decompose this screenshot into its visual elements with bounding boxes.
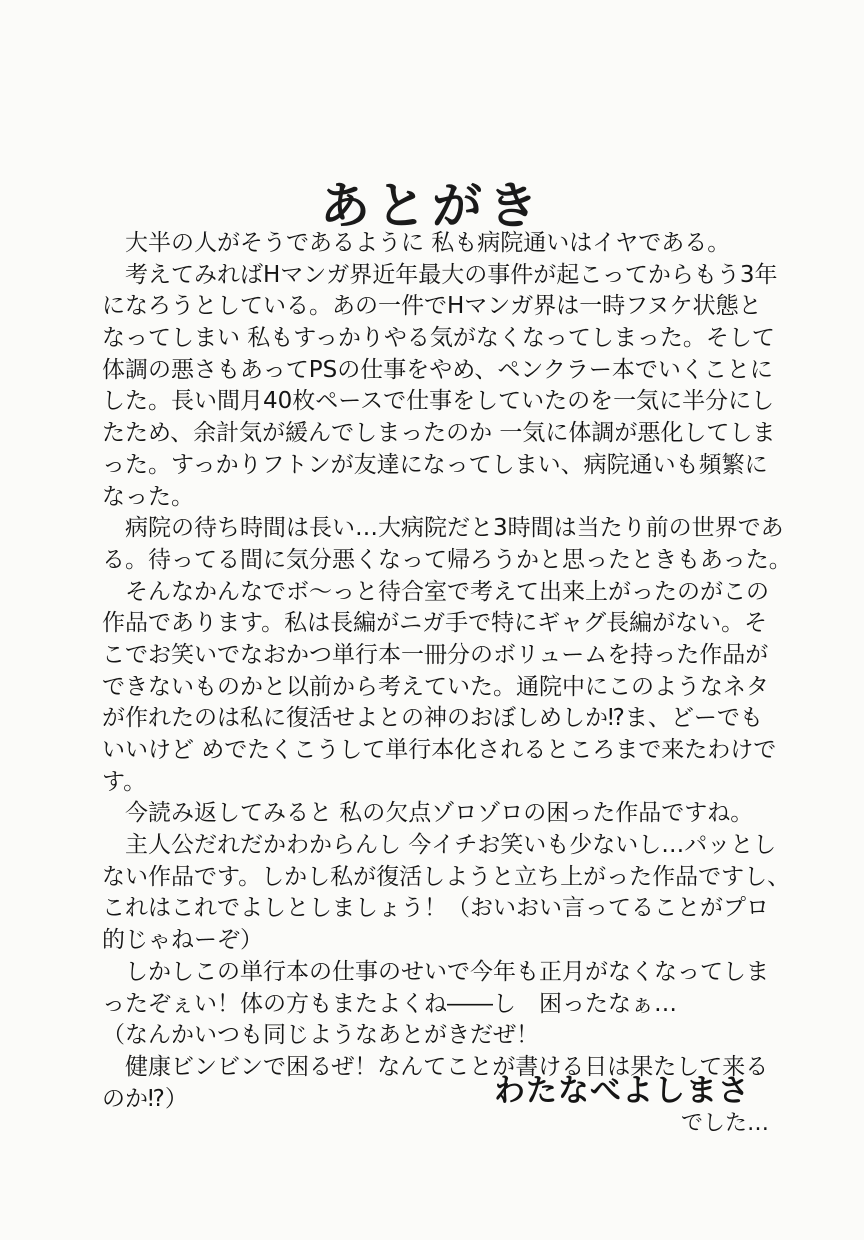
text-line: しかしこの単行本の仕事のせいで今年も正月がなくなってしま	[102, 958, 769, 985]
text-line: （なんかいつも同じようなあとがきだぜ！	[102, 1022, 539, 1049]
text-line: になろうとしている。あの一件でHマンガ界は一時フヌケ状態と	[102, 293, 762, 320]
text-line: ない作品です。しかし私が復活しようと立ち上がった作品ですし、	[102, 863, 791, 890]
text-line: 病院の待ち時間は長い…大病院だと3時間は当たり前の世界であ	[102, 515, 784, 542]
text-line: なってしまい 私もすっかりやる気がなくなってしまった。そして	[102, 325, 775, 352]
text-line: たため、余計気が緩んでしまったのか 一気に体調が悪化してしま	[102, 420, 776, 447]
text-line: なった。	[102, 483, 194, 510]
text-line: こでお笑いでなおかつ単行本一冊分のボリュームを持った作品が	[102, 641, 769, 668]
text-line: 考えてみればHマンガ界近年最大の事件が起こってからもう3年	[102, 261, 778, 288]
text-line: す。	[102, 768, 147, 795]
text-line: 体調の悪さもあってPSの仕事をやめ、ペンクラー本でいくことに	[102, 356, 773, 383]
text-line: これはこれでよしとしましょう！（おいおい言ってることがプロ	[102, 895, 769, 922]
text-line: 健康ビンビンで困るぜ！なんてことが書ける日は果たして来る	[102, 1053, 769, 1080]
text-line: 大半の人がそうであるように 私も病院通いはイヤである。	[102, 230, 731, 256]
text-line: ったぞぇい！体の方もまたよくね――し 困ったなぁ…	[102, 990, 677, 1017]
text-line: できないものかと以前から考えていた。通院中にこのようなネタ	[102, 673, 769, 700]
text-line: る。待ってる間に気分悪くなって帰ろうかと思ったときもあった。	[102, 546, 792, 573]
text-line: 主人公だれだかわからんし 今イチお笑いも少ないし…パッとし	[102, 832, 777, 859]
text-line: 的じゃねーぞ）	[102, 927, 263, 954]
text-line: のか⁉）	[102, 1085, 188, 1112]
text-line: した。長い間月40枚ペースで仕事をしていたのを一気に半分にし	[102, 388, 775, 415]
page-title: あとがき	[320, 176, 544, 235]
author-signature: わたなべよしまさ	[494, 1073, 750, 1109]
afterword-body	[102, 228, 802, 1115]
text-line: 作品であります。私は長編がニガ手で特にギャグ長編がない。そ	[102, 610, 768, 637]
text-line: が作れたのは私に復活せよとの神のおぼしめしか⁉ま、どーでも	[102, 705, 763, 732]
text-line: そんなかんなでボ〜っと待合室で考えて出来上がったのがこの	[102, 578, 769, 605]
text-line: った。すっかりフトンが友達になってしまい、病院通いも頻繁に	[102, 451, 768, 478]
signature-closing: でした…	[681, 1111, 770, 1136]
text-line: いいけど めでたくこうして単行本化されるところまで来たわけで	[102, 737, 777, 763]
text-line: 今読み返してみると 私の欠点ゾロゾロの困った作品ですね。	[102, 800, 754, 827]
